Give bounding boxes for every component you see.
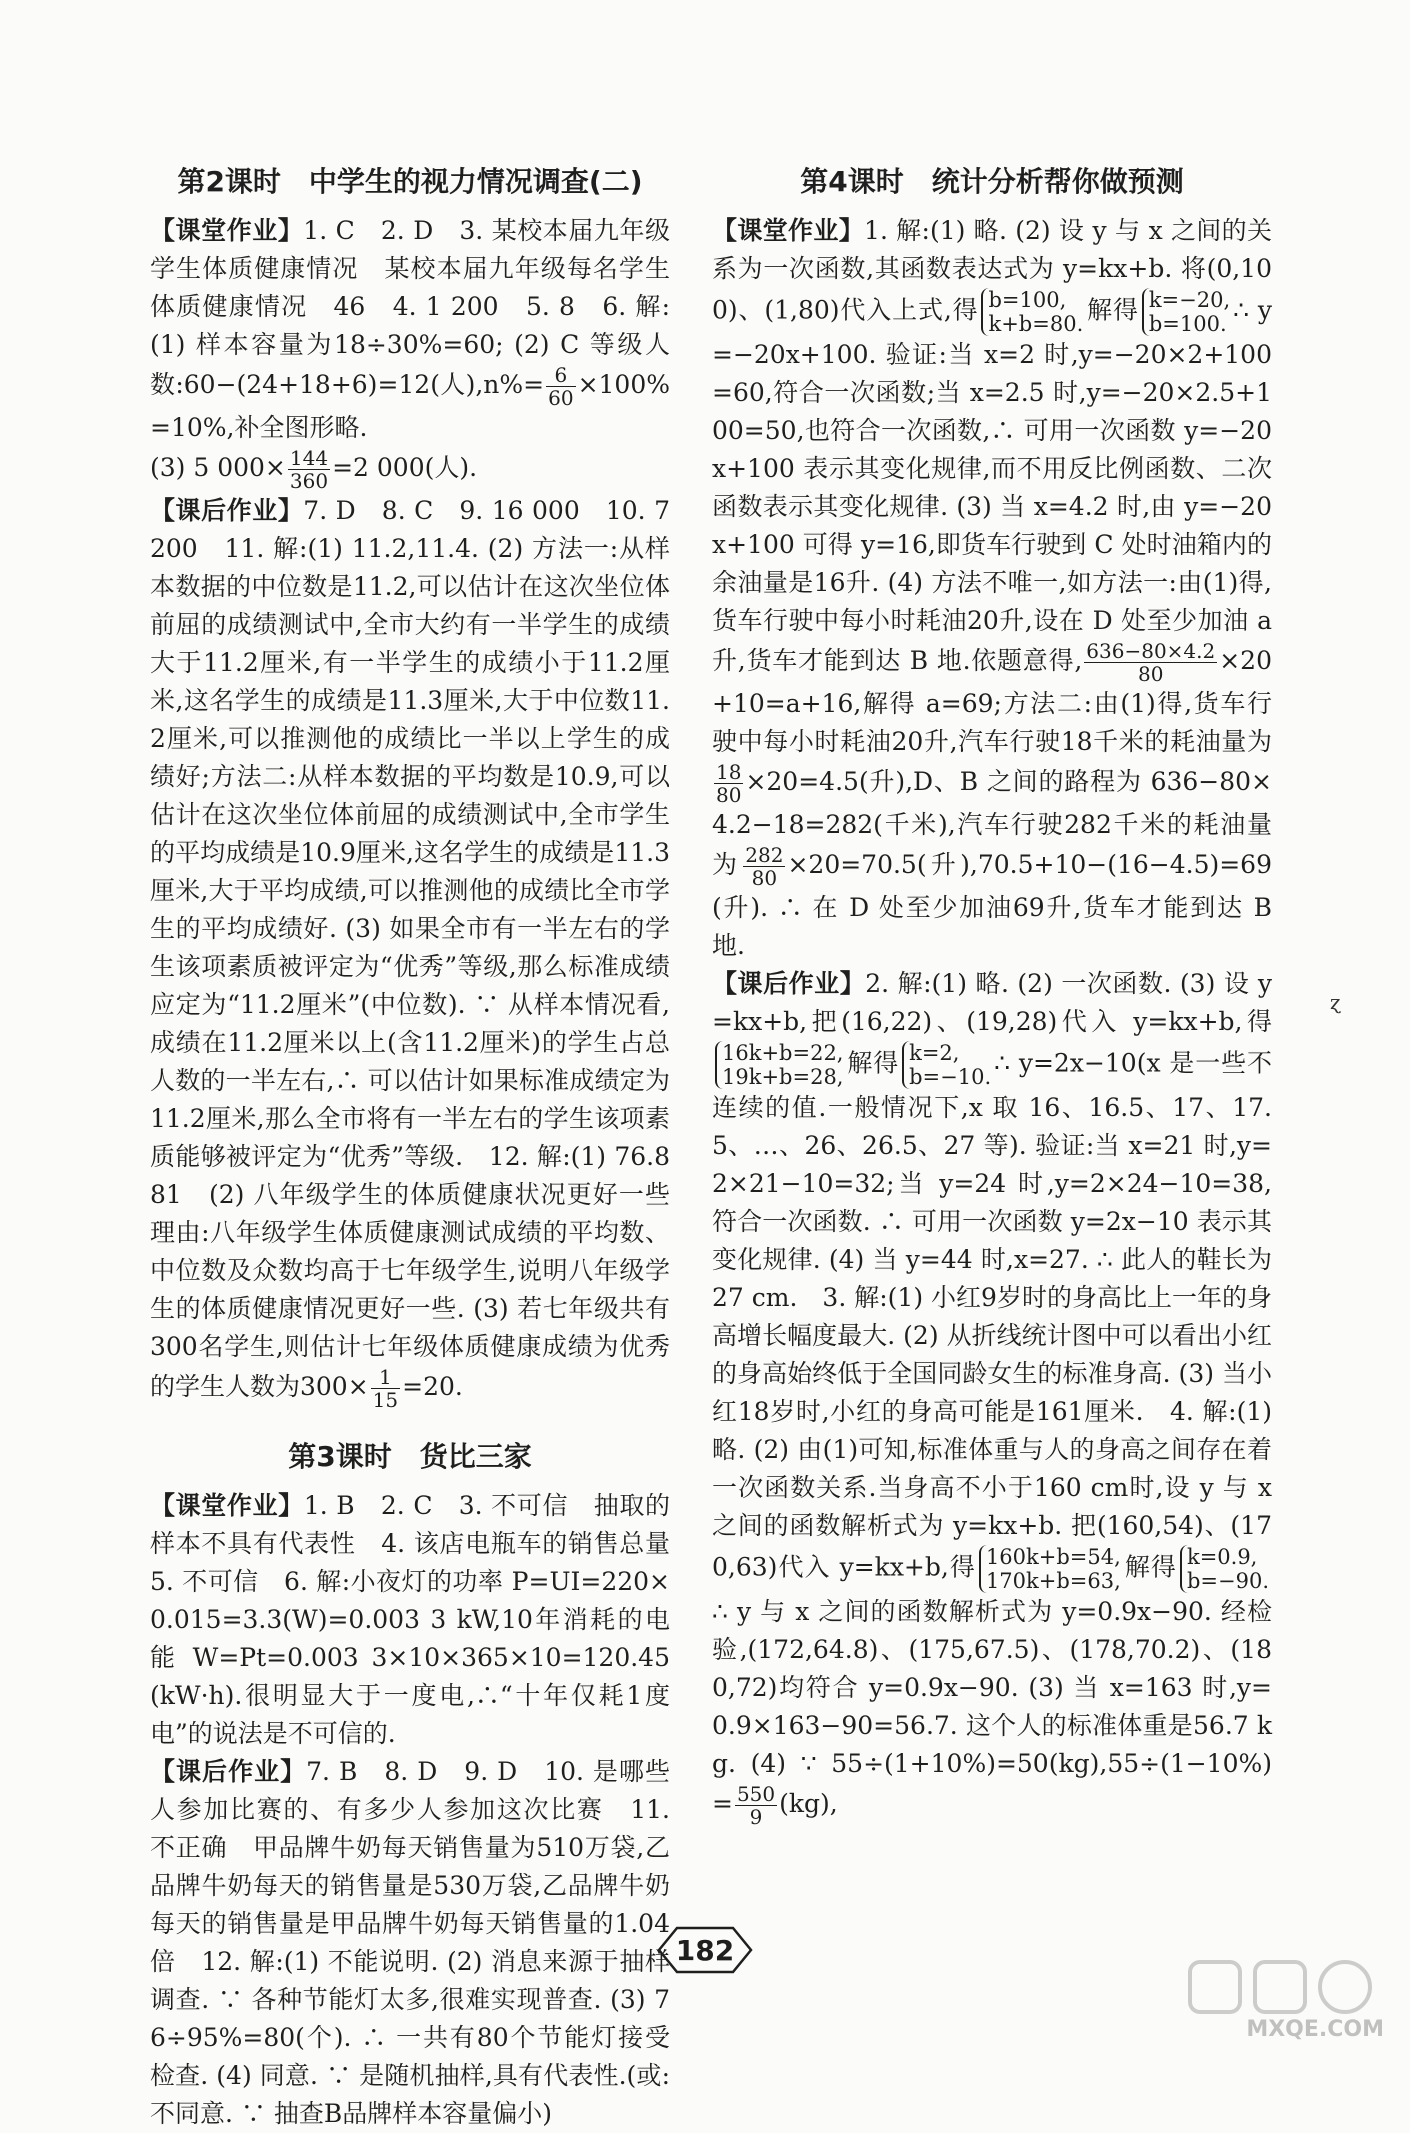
answer-text: ×20+10=a+16,解得 a=69;方法二:由(1)得,货车行驶中每小时耗油20升,汽车行驶18千米的耗油量为 bbox=[712, 646, 1272, 756]
fraction: $\frac{1}{15}$ bbox=[372, 1365, 399, 1412]
classwork-paragraph-2 bbox=[150, 1487, 696, 1753]
left-column bbox=[150, 160, 696, 2133]
answer-text: 2. 解:(1) 略. (2) 一次函数. (3) 设 y=kx+b,把(16,22)、(19,28)代入 y=kx+b,得 bbox=[712, 969, 1272, 1036]
right-column bbox=[712, 160, 1272, 1828]
fraction: $\frac{636-80\times 4.2}{80}$ bbox=[1086, 639, 1216, 686]
section-title-lesson-4: 第4课时 统计分析帮你做预测 bbox=[800, 165, 1184, 198]
fraction: $\frac{282}{80}$ bbox=[745, 843, 784, 890]
answer-text: 1. B 2. C 3. 不可信 抽取的样本不具有代表性 4. 该店电瓶车的销售总量 5. 不可信 6. 解:小夜灯的功率 P=UI=220×0.015=3.3(W)=0.003 3 kW,10年消耗的电能 W=Pt=0.003 3×10×365×10=120.45(kW·h).很明显大于一度电,∴“十年仅耗1度电”的说法是不可信的. bbox=[150, 1491, 696, 1748]
answer-text: 解得 bbox=[846, 1048, 900, 1078]
classwork-tag: 【课堂作业】 bbox=[712, 216, 865, 245]
fraction: $\frac{18}{80}$ bbox=[716, 760, 742, 807]
answer-text: ∴ y=−20x+100. 验证:当 x=2 时,y=−20×2+100=60,符合一次函数;当 x=2.5 时,y=−20×2.5+100=50,也符合一次函数,∴ 可用一次函数 y=−20x+100 表示其变化规律,而不用反比例函数、二次函数表示其变化规律. (3) 当 x=4.2 时,由 y=−20x+100 可得 y=16,即货车行驶到 C 处时油箱内的余油量是16升. (4) 方法不唯一,如方法一:由(1)得,货车行驶中每小时耗油20升,设在 D 处至少加油 a 升,货车才能到达 B 地.依题意得, bbox=[712, 295, 1272, 675]
equation-system: k=0.9, b=−90. bbox=[1180, 1545, 1269, 1593]
homework-tag: 【课后作业】 bbox=[712, 969, 866, 998]
answer-text: 解得 bbox=[1086, 295, 1139, 325]
answer-text: 1. 解:(1) 略. (2) 设 y 与 x 之间的关系为一次函数,其函数表达式为 y=kx+b. 将(0,100)、(1,80)代入上式,得 bbox=[712, 216, 1272, 325]
homework-tag: 【课后作业】 bbox=[150, 1757, 307, 1786]
equation-system: 16k+b=22, 19k+b=28, bbox=[715, 1041, 843, 1089]
answer-text: 解得 bbox=[1123, 1552, 1177, 1582]
answer-text: ∴ y=2x−10(x 是一些不连续的值.一般情况下,x 取 16、16.5、17、17.5、…、26、26.5、27 等). 验证:当 x=21 时,y=2×21−10=32;当 y=24 时,y=2×24−10=38,符合一次函数. ∴ 可用一次函数 y=2x−10 表示其变化规律. (4) 当 y=44 时,x=27. ∴ 此人的鞋长为27 cm. 3. 解:(1) 小红9岁时的身高比上一年的身高增长幅度最大. (2) 从折线统计图中可以看出小红的身高始终低于全国同龄女生的标准身高. (3) 当小红18岁时,小红的身高可能是161厘米. 4. 解:(1) 略. (2) 由(1)可知,标准体重与人的身高之间存在着一次函数关系.当身高不小于160 cm时,设 y 与 x 之间的函数解析式为 y=kx+b. 把(160,54)、(170,63)代入 y=kx+b,得 bbox=[712, 1048, 1272, 1582]
homework-paragraph-1 bbox=[150, 492, 696, 1412]
fraction: $\frac{550}{9}$ bbox=[736, 1782, 776, 1829]
equation-system: 160k+b=54, 170k+b=63, bbox=[979, 1545, 1121, 1593]
watermark-icon bbox=[1180, 1954, 1390, 2024]
section-title-lesson-3: 第3课时 货比三家 bbox=[288, 1440, 532, 1473]
classwork-paragraph-3 bbox=[712, 212, 1272, 965]
answer-text: 1. C 2. D 3. 某校本届九年级学生体质健康情况 某校本届九年级每名学生体质健康情况 46 4. 1 200 5. 8 6. 解:(1) 样本容量为18÷30%=60; (2) C 等级人数:60−(24+18+6)=12(人),n%= bbox=[150, 216, 670, 399]
answer-text: 7. B 8. D 9. D 10. 是哪些人参加比赛的、有多少人参加这次比赛 11. 不正确 甲品牌牛奶每天销售量为510万袋,乙品牌牛奶每天的销售量是530万袋,乙品牌牛奶每天的销售量是甲品牌牛奶每天销售量的1.04倍 12. 解:(1) 不能说明. (2) 消息来源于抽样调查. ∵ 各种节能灯太多,很难实现普查. (3) 76÷95%=80(个). ∴ 一共有80个节能灯接受检查. (4) 同意. ∵ 是随机抽样,具有代表性.(或:不同意. ∵ 抽查B品牌样本容量偏小) bbox=[150, 1757, 670, 2128]
answer-text: =2 000(人). bbox=[332, 453, 478, 482]
page-number: 182 bbox=[675, 1933, 735, 1967]
fraction: $\frac{6}{60}$ bbox=[548, 363, 574, 410]
answer-text: ×20=4.5(升),D、B 之间的路程为 636−80×4.2−18=282(千米),汽车行驶282千米的耗油量为 bbox=[712, 767, 1272, 879]
homework-paragraph-2 bbox=[150, 1753, 670, 2133]
answer-text: ×20=70.5(升),70.5+10−(16−4.5)=69(升). ∴ 在 D 处至少加油69升,货车才能到达 B 地. bbox=[712, 850, 1272, 960]
answer-text: 7. D 8. C 9. 16 000 10. 7 200 11. 解:(1) 11.2,11.4. (2) 方法一:从样本数据的中位数是11.2,可以估计在这次坐位体前屈的成绩测试中,全市大约有一半学生的成绩大于11.2厘米,有一半学生的成绩小于11.2厘米,这名学生的成绩是11.3厘米,大于中位数11.2厘米,可以推测他的成绩比一半以上学生的成绩好;方法二:从样本数据的平均数是10.9,可以估计在这次坐位体前屈的成绩测试中,全市学生的平均成绩是10.9厘米,这名学生的成绩是11.3厘米,大于平均成绩,可以推测他的成绩比全市学生的平均成绩好. (3) 如果全市有一半左右的学生该项素质被评定为“优秀”等级,那么标准成绩应定为“11.2厘米”(中位数). ∵ 从样本情况看,成绩在11.2厘米以上(含11.2厘米)的学生占总人数的一半左右,∴ 可以估计如果标准成绩定为11.2厘米,那么全市将有一半左右的学生该项素质能够被评定为“优秀”等级. 12. 解:(1) 76.8 81 (2) 八年级学生的体质健康状况更好一些 理由:八年级学生体质健康测试成绩的平均数、中位数及众数均高于七年级学生,说明八年级学生的体质健康情况更好一些. (3) 若七年级共有300名学生,则估计七年级体质健康成绩为优秀的学生人数为300× bbox=[150, 496, 696, 1401]
watermark-logo bbox=[1180, 1954, 1390, 2044]
classwork-paragraph-1 bbox=[150, 212, 670, 492]
answer-text: (3) 5 000× bbox=[150, 453, 286, 482]
answer-text: ×100%=10%,补全图形略. bbox=[150, 370, 670, 442]
section-title-lesson-2: 第2课时 中学生的视力情况调查(二) bbox=[177, 165, 643, 198]
fraction: $\frac{144}{360}$ bbox=[289, 446, 329, 493]
equation-system: k=−20, b=100. bbox=[1142, 288, 1230, 336]
page-number-badge bbox=[655, 1922, 755, 1978]
classwork-tag: 【课堂作业】 bbox=[150, 216, 304, 245]
answer-text: (kg), bbox=[779, 1789, 838, 1818]
watermark-text: MXQE.COM bbox=[1246, 2017, 1384, 2042]
answer-text: ∴ y 与 x 之间的函数解析式为 y=0.9x−90. 经检验,(172,64.8)、(175,67.5)、(178,70.2)、(180,72)均符合 y=0.9x−90. (3) 当 x=163 时,y=0.9×163−90=56.7. 这个人的标准体重是56.7 kg. (4) ∵ 55÷(1+10%)=50(kg),55÷(1−10%)= bbox=[712, 1597, 1272, 1818]
answer-text: =20. bbox=[402, 1372, 463, 1401]
classwork-tag: 【课堂作业】 bbox=[150, 1491, 304, 1520]
equation-system: b=100, k+b=80. bbox=[981, 288, 1083, 336]
pen-mark: ɀ bbox=[1330, 990, 1341, 1014]
homework-tag: 【课后作业】 bbox=[150, 496, 304, 525]
homework-paragraph-3 bbox=[712, 965, 1272, 1828]
equation-system: k=2, b=−10. bbox=[902, 1041, 991, 1089]
